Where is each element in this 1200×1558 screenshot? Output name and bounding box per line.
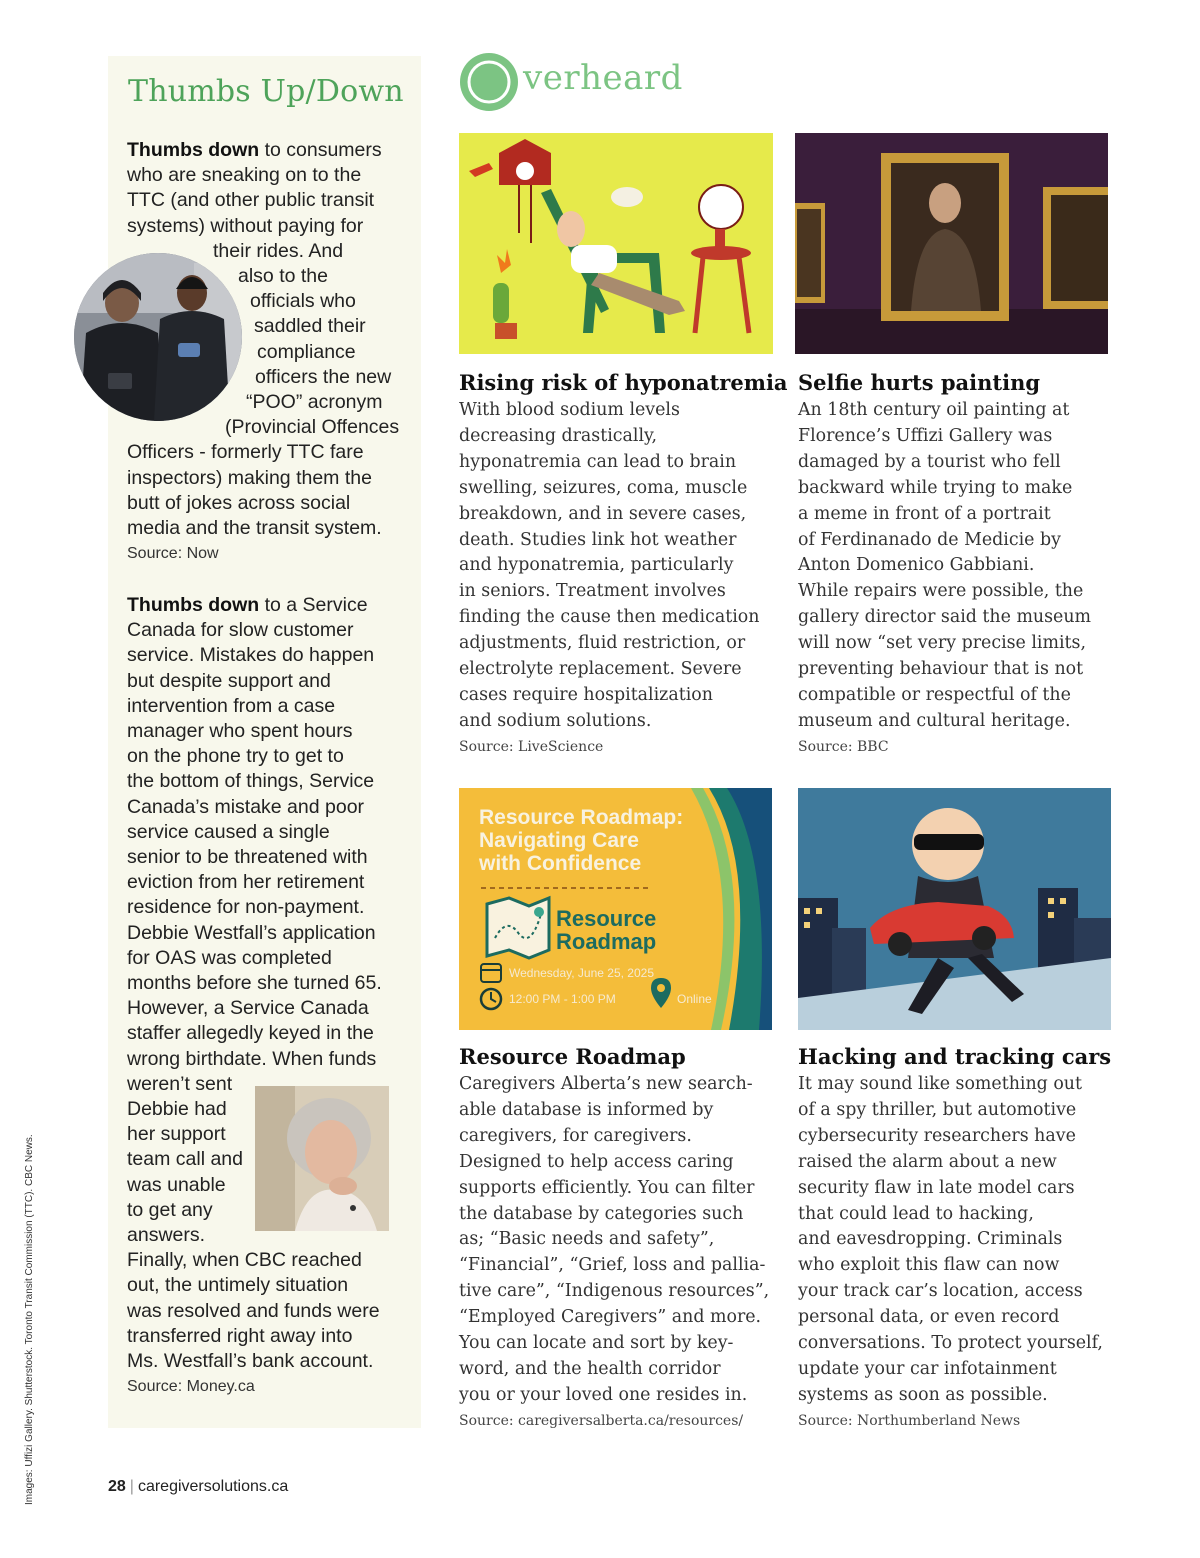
uffizi-gallery-photo [795,133,1108,354]
article-title-hacking: Hacking and tracking cars [798,1044,1112,1069]
thumbs-down-label-2: Thumbs down [127,594,260,616]
debbie-westfall-photo [255,1086,389,1231]
overheard-logo-icon [459,52,519,112]
page-number: 28 [108,1478,126,1495]
roadmap-logo-line-1: Resource [556,906,657,931]
roadmap-card-heading-3: with Confidence [479,852,642,875]
overheard-heading: verheard [523,58,683,98]
roadmap-time: 12:00 PM - 1:00 PM [509,992,616,1006]
transit-officers-photo [74,253,242,421]
resource-roadmap-card [459,788,772,1030]
article-body-roadmap: Caregivers Alberta’s new search- able database is informed by caregivers, for caregivers. Designed to help access caring supports efficiently. You can filter the database by categories such as; “Basic needs and safety”, “Financial”, “Grief, loss and pallia- tive care”, “Indigenous resources”, “Employed Caregivers” and more. You can locate and sort by key- word, and the health corridor you or your loved one resides in. Source: caregiversalberta.ca/resources/ [459,1072,769,1435]
roadmap-card-heading-2: Navigating Care [479,829,639,852]
roadmap-card-heading-1: Resource Roadmap: [479,806,684,829]
roadmap-logo-line-2: Roadmap [556,929,657,954]
sidebar-title: Thumbs Up/Down [128,74,404,109]
article-body-selfie: An 18th century oil painting at Florence’s Uffizi Gallery was damaged by a tourist who fell backward while trying to make a meme in front of a portrait of Ferdinanado de Medicie by Anton Domenico Gabbiani. While repairs were possible, the gallery director said the museum will now “set very precise limits, preventing behaviour that is not compatible or respectful of the museum and cultural heritage. Source: BBC [798,398,1091,761]
article-body-hyponatremia: With blood sodium levels decreasing drastically, hyponatremia can lead to brain swelling, seizures, coma, muscle breakdown, and in severe cases, death. Studies link hot weather and hyponatremia, particularly in seniors. Treatment involves finding the cause then medication adjustments, fluid restriction, or electrolyte replacement. Severe cases require hospitalization and sodium solutions. Source: LiveScience [459,398,759,761]
svg-text:O: O [488,85,490,87]
source-line: Source: LiveScience [459,738,604,755]
image-credit: Images: Uffizi Gallery. Shutterstock. Toronto Transit Commission (TTC). CBC News. [24,1134,35,1505]
source-line: Source: Now [127,545,219,563]
page-footer: 28 | caregiversolutions.ca [108,1478,289,1495]
article-title-hyponatremia: Rising risk of hyponatremia [459,370,788,395]
article-title-roadmap: Resource Roadmap [459,1044,686,1069]
hyponatremia-illustration [459,133,773,354]
car-thief-illustration [798,788,1111,1030]
source-line: Source: BBC [798,738,889,755]
article-body-hacking: It may sound like something out of a spy thriller, but automotive cybersecurity researchers have raised the alarm about a new security flaw in late model cars that could lead to hacking, and eavesdropping. Criminals who exploit this flaw can now your track car’s location, access personal data, or even record conversations. To protect yourself, update your car infotainment systems as soon as possible. Source: Northumberland News [798,1072,1103,1435]
thumbs-item-2: Thumbs down to a Service Canada for slow customer service. Mistakes do happen but despite support and intervention from a case manager who spent hours on the phone try to get to the bottom of things, Service Canada’s mistake and poor service caused a single senior to be threatened with eviction from her retirement residence for non-payment. Debbie Westfall’s application for OAS was completed months before she turned 65. However, a Service Canada staffer allegedly keyed in the wrong birthdate. When funds weren’t sent Debbie had her support team call and was unable to get any answers. Finally, when CBC reached out, the untimely situation was resolved and funds were transferred right away into Ms. Westfall’s bank account. Source: Money.ca [127,593,382,1400]
source-line: Source: Money.ca [127,1378,255,1396]
thumbs-down-label: Thumbs down [127,139,260,161]
source-link[interactable]: Source: caregiversalberta.ca/resources/ [459,1412,744,1429]
roadmap-mode: Online [677,992,712,1006]
source-line: Source: Northumberland News [798,1412,1021,1429]
footer-website-link[interactable]: caregiversolutions.ca [137,1478,289,1495]
thumbs-item-1: Thumbs down to consumers who are sneaking on to the TTC (and other public transit systems) without paying for their rides. And also to the officials who saddled their compliance officers the new “POO” acronym (Provincial Offences Officers - formerly TTC fare inspectors) making them the butt of jokes across social media and the transit system. Source: Now [127,138,399,566]
article-title-selfie: Selfie hurts painting [798,370,1041,395]
roadmap-date: Wednesday, June 25, 2025 [509,966,654,980]
